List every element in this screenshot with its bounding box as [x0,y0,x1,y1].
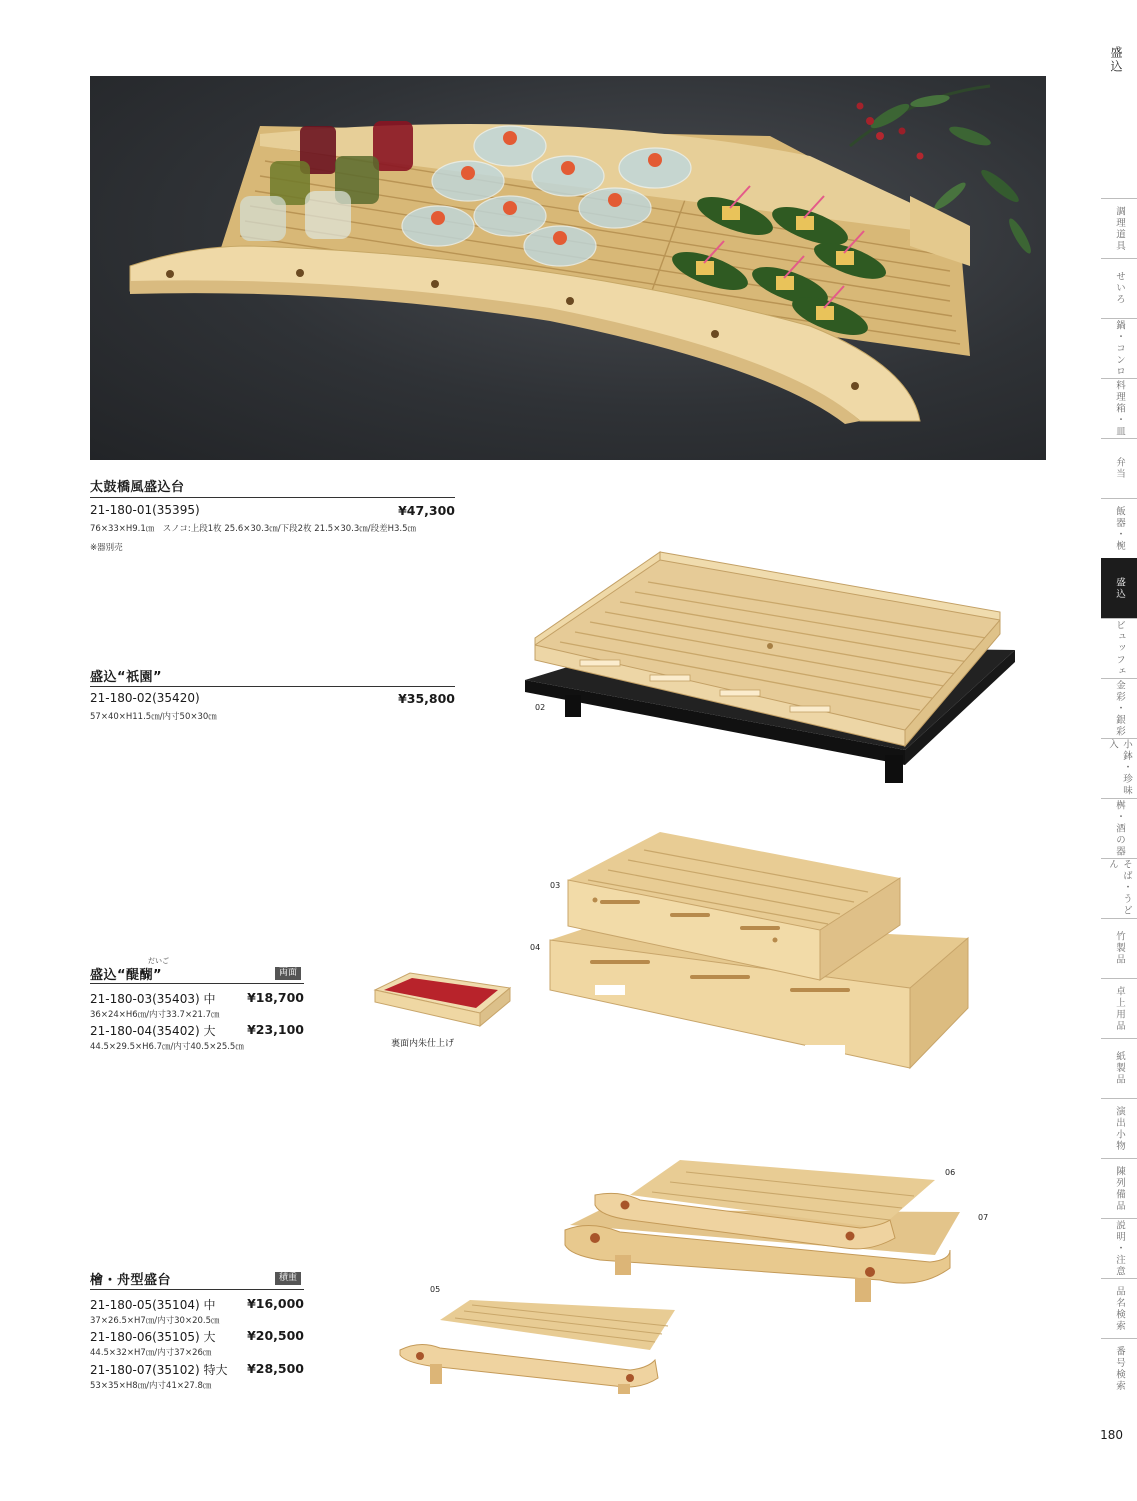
title-rule [90,686,455,687]
reversible-badge: 両面 [275,967,301,980]
product-price: ¥16,000 [247,1296,304,1311]
index-tab-take[interactable]: 竹製品 [1101,918,1137,978]
photo-label-04: 04 [530,943,541,952]
index-tab-enshutsu[interactable]: 演出小物 [1101,1098,1137,1158]
product-price: ¥28,500 [247,1361,304,1376]
index-tab-takujo[interactable]: 卓上用品 [1101,978,1137,1038]
product-price: ¥35,800 [398,691,455,706]
photo-label-06: 06 [945,1168,956,1177]
index-tab-kinsai-ginsai[interactable]: 金彩・銀彩 [1101,678,1137,738]
daigo-trays-illustration [520,820,980,1075]
product-code: 21-180-07(35102) 特大 [90,1363,228,1377]
product-code: 21-180-05(35104) 中 [90,1298,216,1312]
title-rule [90,1289,304,1290]
product-spec: 44.5×32×H7㎝/内寸37×26㎝ [90,1348,212,1358]
page-number: 180 [1100,1428,1123,1442]
index-tab-soba-udon[interactable]: そば・うどん [1101,858,1137,918]
index-tab-chinretsu[interactable]: 陳列備品 [1101,1158,1137,1218]
index-tab-buffet[interactable]: ビュッフェ [1101,618,1137,678]
product-title-daigo: 盛込“醍醐” [90,968,163,983]
product-title-funagata: 檜・舟型盛台 [90,1273,172,1288]
product-code: 21-180-04(35402) 大 [90,1024,216,1038]
product-code: 21-180-01(35395) [90,503,200,517]
product-code: 21-180-03(35403) 中 [90,992,216,1006]
index-tab-setsumei[interactable]: 説明・注意 [1101,1218,1137,1278]
funagata-trays-illustration [390,1150,1000,1395]
red-lacquer-reverse-illustration [370,968,515,1033]
product-spec: 53×35×H8㎝/内寸41×27.8㎝ [90,1381,212,1391]
index-tab-bento[interactable]: 弁当 [1101,438,1137,498]
photo-label-03: 03 [550,881,561,890]
title-ruby-reading: だいご [148,957,169,965]
photo-label-02: 02 [535,703,546,712]
title-rule [90,983,304,984]
product-price: ¥47,300 [398,503,455,518]
index-tab-morikomi[interactable]: 盛込 [1101,558,1137,618]
section-header: 盛込 [1109,46,1123,74]
product-photo-funagata [390,1150,1000,1395]
product-note: ※器別売 [90,543,123,553]
index-tab-hanki-wan[interactable]: 飯器・椀 [1101,498,1137,558]
title-rule [90,497,455,498]
index-tab-seiro[interactable]: せいろ [1101,258,1137,318]
gion-tray-illustration [520,550,1020,790]
product-title-taikobashi: 太鼓橋風盛込台 [90,480,185,495]
index-tab-kobachi[interactable]: 小鉢・珍味入 [1101,738,1137,798]
product-price: ¥23,100 [247,1022,304,1037]
side-index [1101,198,1137,1398]
photo-label-07: 07 [978,1213,989,1222]
product-photo-daigo [520,820,980,1075]
index-tab-nabe-konro[interactable]: 鍋・コンロ [1101,318,1137,378]
taikobashi-tray-illustration [90,76,1046,460]
stackable-badge: 積重 [275,1272,301,1285]
product-photo-gion [520,550,1020,790]
index-tab-ryoribako-sara[interactable]: 料理箱・皿 [1101,378,1137,438]
product-spec: 57×40×H11.5㎝/内寸50×30㎝ [90,712,217,722]
product-price: ¥20,500 [247,1328,304,1343]
inset-caption: 裏面内朱仕上げ [391,1039,455,1049]
product-code: 21-180-02(35420) [90,691,200,705]
daigo-reverse-inset [370,968,515,1033]
index-tab-chori-dogu[interactable]: 調理道具 [1101,198,1137,258]
product-title-gion: 盛込“祇園” [90,670,163,685]
index-tab-bango-kensaku[interactable]: 番号検索 [1101,1338,1137,1398]
product-code: 21-180-06(35105) 大 [90,1330,216,1344]
product-spec: 76×33×H9.1㎝ スノコ:上段1枚 25.6×30.3㎝/下段2枚 21.5×30.3㎝/段差H3.5㎝ [90,524,417,534]
index-tab-masu-sake[interactable]: 桝・酒の器 [1101,798,1137,858]
product-spec: 44.5×29.5×H6.7㎝/内寸40.5×25.5㎝ [90,1042,244,1052]
index-tab-kami[interactable]: 紙製品 [1101,1038,1137,1098]
photo-label-05: 05 [430,1285,441,1294]
product-spec: 36×24×H6㎝/内寸33.7×21.7㎝ [90,1010,220,1020]
hero-photo-taikobashi [90,76,1046,460]
product-price: ¥18,700 [247,990,304,1005]
product-spec: 37×26.5×H7㎝/内寸30×20.5㎝ [90,1316,220,1326]
index-tab-hinmei-kensaku[interactable]: 品名検索 [1101,1278,1137,1338]
